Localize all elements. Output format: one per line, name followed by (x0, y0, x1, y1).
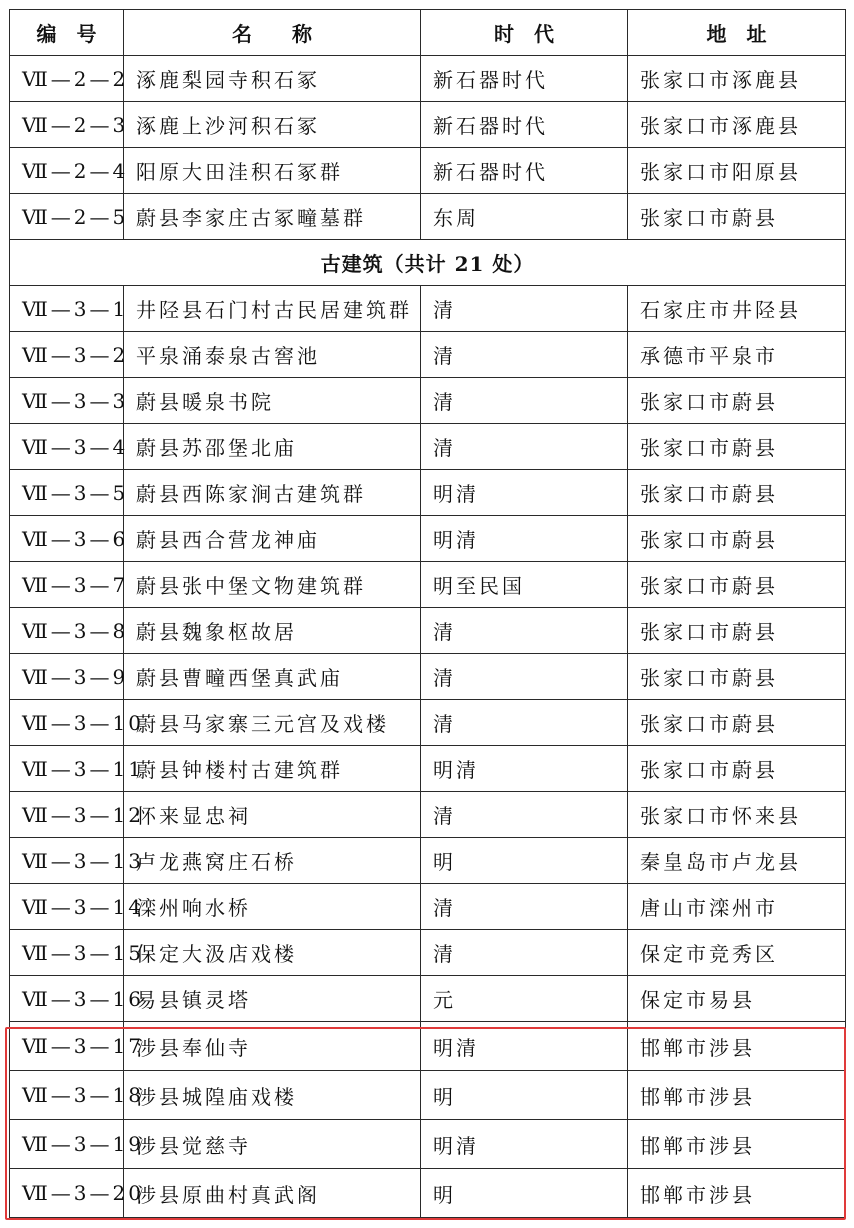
cell-name: 蔚县苏邵堡北庙 (124, 424, 421, 470)
cell-era: 明清 (421, 1022, 628, 1071)
cell-name: 蔚县李家庄古冢疃墓群 (124, 194, 421, 240)
cell-name: 涿鹿上沙河积石冢 (124, 102, 421, 148)
cell-code: Ⅶ—2—4 (10, 148, 124, 194)
cell-code: Ⅶ—3—20 (10, 1169, 124, 1218)
cell-era: 明清 (421, 746, 628, 792)
cell-address: 石家庄市井陉县 (628, 286, 846, 332)
cell-code: Ⅶ—2—5 (10, 194, 124, 240)
cell-name: 滦州响水桥 (124, 884, 421, 930)
cell-era: 新石器时代 (421, 56, 628, 102)
cell-code: Ⅶ—3—19 (10, 1120, 124, 1169)
cell-address: 邯郸市涉县 (628, 1120, 846, 1169)
table-row (10, 286, 846, 332)
cell-era: 清 (421, 378, 628, 424)
cell-name: 易县镇灵塔 (124, 976, 421, 1022)
cell-era: 新石器时代 (421, 148, 628, 194)
cell-code: Ⅶ—3—13 (10, 838, 124, 884)
table-row (10, 562, 846, 608)
cell-address: 张家口市蔚县 (628, 378, 846, 424)
table-row (10, 332, 846, 378)
header-address: 地 址 (628, 10, 846, 56)
cell-code: Ⅶ—3—11 (10, 746, 124, 792)
cell-code: Ⅶ—3—17 (10, 1022, 124, 1071)
cell-code: Ⅶ—3—16 (10, 976, 124, 1022)
heritage-list-table (9, 9, 846, 1218)
cell-era: 明 (421, 1169, 628, 1218)
cell-era: 清 (421, 700, 628, 746)
table-row (10, 516, 846, 562)
cell-era: 新石器时代 (421, 102, 628, 148)
cell-era: 东周 (421, 194, 628, 240)
cell-name: 涿鹿梨园寺积石冢 (124, 56, 421, 102)
header-era: 时 代 (421, 10, 628, 56)
cell-era: 明清 (421, 1120, 628, 1169)
cell-name: 怀来显忠祠 (124, 792, 421, 838)
cell-name: 保定大汲店戏楼 (124, 930, 421, 976)
cell-era: 明清 (421, 516, 628, 562)
cell-name: 井陉县石门村古民居建筑群 (124, 286, 421, 332)
cell-address: 张家口市蔚县 (628, 194, 846, 240)
cell-name: 蔚县西陈家涧古建筑群 (124, 470, 421, 516)
cell-code: Ⅶ—3—4 (10, 424, 124, 470)
cell-address: 承德市平泉市 (628, 332, 846, 378)
cell-name: 卢龙燕窝庄石桥 (124, 838, 421, 884)
header-code: 编 号 (10, 10, 124, 56)
cell-name: 涉县城隍庙戏楼 (124, 1071, 421, 1120)
cell-era: 清 (421, 792, 628, 838)
cell-era: 元 (421, 976, 628, 1022)
cell-address: 张家口市蔚县 (628, 516, 846, 562)
cell-era: 明 (421, 838, 628, 884)
cell-code: Ⅶ—3—8 (10, 608, 124, 654)
cell-code: Ⅶ—3—7 (10, 562, 124, 608)
cell-address: 张家口市蔚县 (628, 608, 846, 654)
section-title: 古建筑（共计 21 处） (10, 240, 846, 286)
cell-era: 明 (421, 1071, 628, 1120)
cell-code: Ⅶ—3—18 (10, 1071, 124, 1120)
table-row (10, 470, 846, 516)
cell-era: 清 (421, 608, 628, 654)
cell-name: 涉县奉仙寺 (124, 1022, 421, 1071)
table-row (10, 976, 846, 1022)
table-row (10, 378, 846, 424)
cell-address: 张家口市涿鹿县 (628, 102, 846, 148)
cell-name: 蔚县魏象枢故居 (124, 608, 421, 654)
cell-code: Ⅶ—3—15 (10, 930, 124, 976)
table-row (10, 838, 846, 884)
cell-era: 明清 (421, 470, 628, 516)
cell-code: Ⅶ—3—5 (10, 470, 124, 516)
cell-era: 清 (421, 884, 628, 930)
header-name: 名 称 (124, 10, 421, 56)
cell-address: 张家口市蔚县 (628, 700, 846, 746)
table-row (10, 746, 846, 792)
table-row-highlighted (10, 1071, 846, 1120)
table-row (10, 194, 846, 240)
cell-era: 清 (421, 286, 628, 332)
table-row (10, 608, 846, 654)
table-row (10, 654, 846, 700)
cell-address: 邯郸市涉县 (628, 1169, 846, 1218)
cell-address: 张家口市怀来县 (628, 792, 846, 838)
cell-era: 清 (421, 332, 628, 378)
cell-address: 邯郸市涉县 (628, 1022, 846, 1071)
cell-code: Ⅶ—3—12 (10, 792, 124, 838)
cell-address: 张家口市阳原县 (628, 148, 846, 194)
cell-address: 张家口市蔚县 (628, 424, 846, 470)
cell-name: 蔚县马家寨三元宫及戏楼 (124, 700, 421, 746)
section-row (10, 240, 846, 286)
table-row (10, 56, 846, 102)
table-header (10, 10, 846, 56)
table-row (10, 930, 846, 976)
cell-name: 蔚县钟楼村古建筑群 (124, 746, 421, 792)
table-row-highlighted (10, 1120, 846, 1169)
cell-era: 明至民国 (421, 562, 628, 608)
table-row-highlighted (10, 1022, 846, 1071)
cell-code: Ⅶ—3—1 (10, 286, 124, 332)
cell-address: 张家口市蔚县 (628, 470, 846, 516)
cell-address: 唐山市滦州市 (628, 884, 846, 930)
cell-name: 蔚县曹疃西堡真武庙 (124, 654, 421, 700)
cell-code: Ⅶ—3—6 (10, 516, 124, 562)
cell-code: Ⅶ—3—3 (10, 378, 124, 424)
cell-era: 清 (421, 654, 628, 700)
table-row (10, 148, 846, 194)
cell-era: 清 (421, 424, 628, 470)
cell-address: 保定市竞秀区 (628, 930, 846, 976)
cell-code: Ⅶ—2—3 (10, 102, 124, 148)
cell-name: 平泉涌泰泉古窖池 (124, 332, 421, 378)
cell-address: 张家口市蔚县 (628, 562, 846, 608)
table-body (10, 56, 846, 1218)
cell-name: 蔚县暖泉书院 (124, 378, 421, 424)
cell-name: 蔚县西合营龙神庙 (124, 516, 421, 562)
cell-address: 保定市易县 (628, 976, 846, 1022)
cell-address: 秦皇岛市卢龙县 (628, 838, 846, 884)
cell-code: Ⅶ—3—10 (10, 700, 124, 746)
cell-address: 张家口市涿鹿县 (628, 56, 846, 102)
cell-address: 邯郸市涉县 (628, 1071, 846, 1120)
cell-name: 蔚县张中堡文物建筑群 (124, 562, 421, 608)
cell-name: 涉县原曲村真武阁 (124, 1169, 421, 1218)
table-row (10, 792, 846, 838)
table-row (10, 102, 846, 148)
cell-name: 阳原大田洼积石冢群 (124, 148, 421, 194)
cell-address: 张家口市蔚县 (628, 746, 846, 792)
cell-code: Ⅶ—3—2 (10, 332, 124, 378)
table-row (10, 884, 846, 930)
cell-era: 清 (421, 930, 628, 976)
table-row (10, 424, 846, 470)
cell-code: Ⅶ—3—9 (10, 654, 124, 700)
cell-code: Ⅶ—3—14 (10, 884, 124, 930)
table-row-highlighted (10, 1169, 846, 1218)
cell-name: 涉县觉慈寺 (124, 1120, 421, 1169)
cell-code: Ⅶ—2—2 (10, 56, 124, 102)
table-row (10, 700, 846, 746)
cell-address: 张家口市蔚县 (628, 654, 846, 700)
